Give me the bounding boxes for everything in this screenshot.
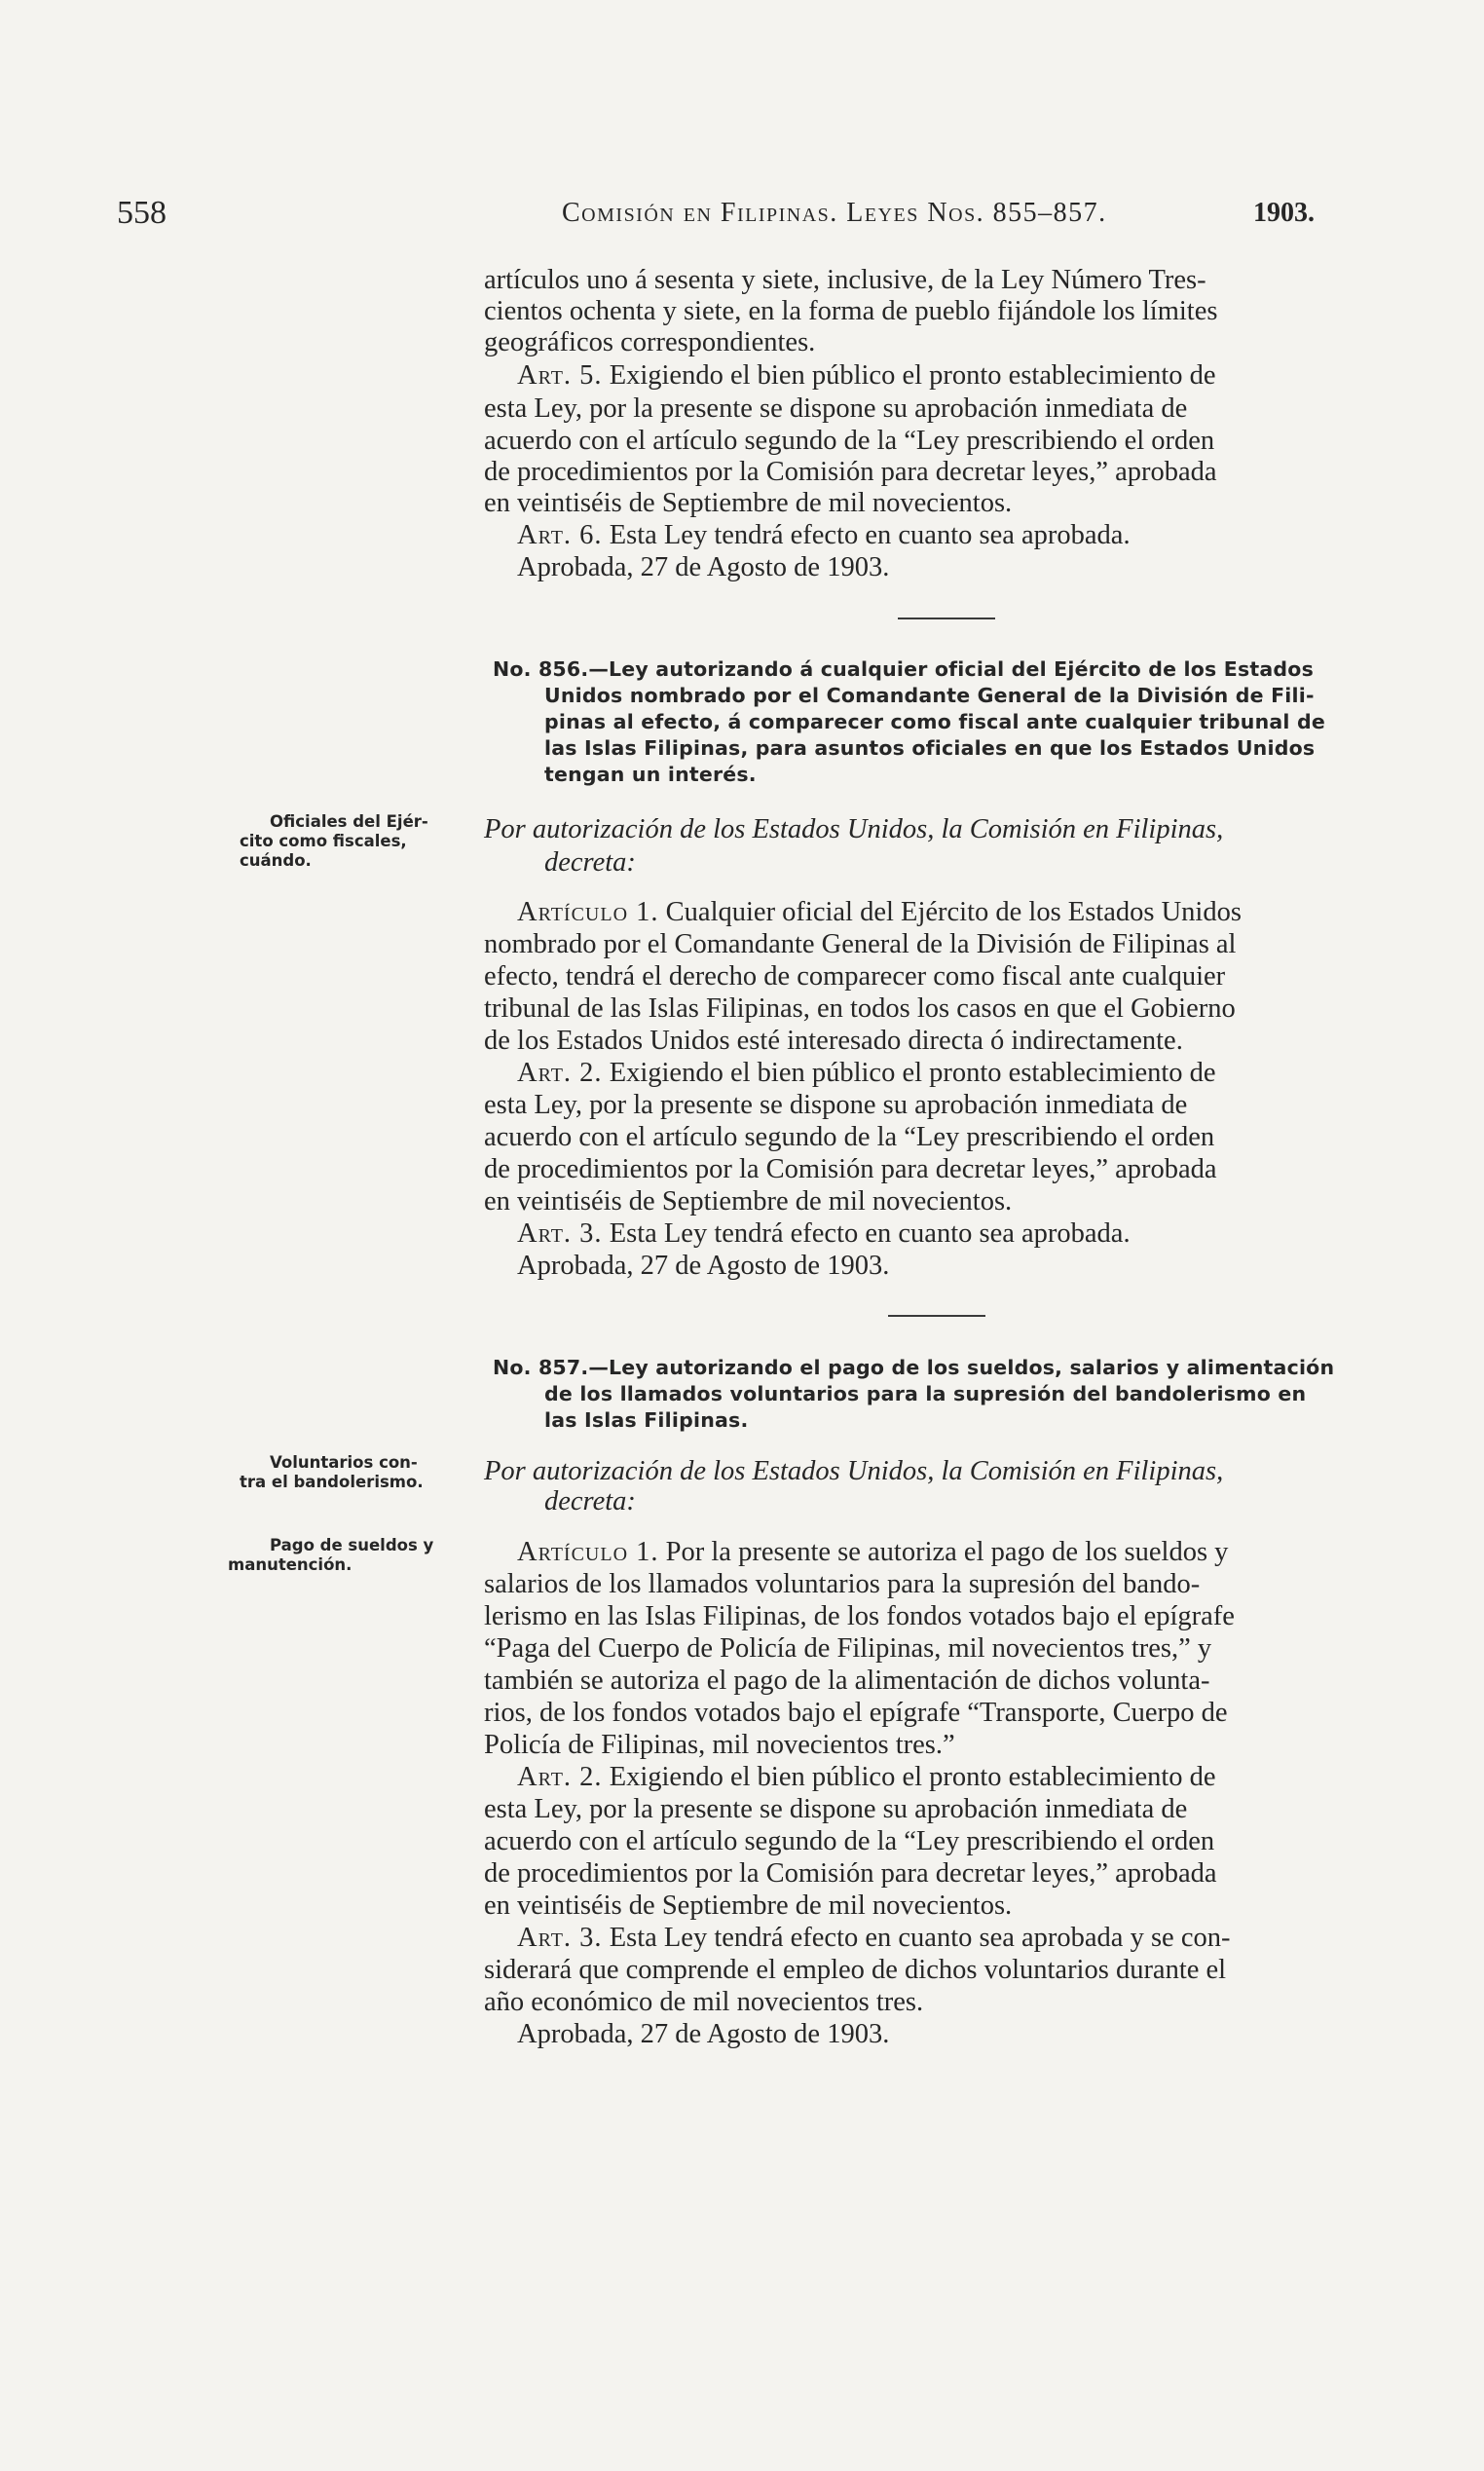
text-line: “Paga del Cuerpo de Policía de Filipinas, mil novecientos tres,” y xyxy=(484,1633,1212,1664)
article-label: Art. 2. xyxy=(517,1762,603,1792)
article-label: Art. 5. xyxy=(517,360,603,391)
text-line: nombrado por el Comandante General de la División de Filipinas al xyxy=(484,929,1237,959)
article-line xyxy=(517,519,1131,552)
text-line: acuerdo con el artículo segundo de la “Ley prescribiendo el orden xyxy=(484,1122,1215,1152)
law-title-line: las Islas Filipinas. xyxy=(544,1408,749,1432)
section-divider xyxy=(898,618,995,619)
text-line: lerismo en las Islas Filipinas, de los fondos votados bajo el epígrafe xyxy=(484,1601,1235,1631)
approval-line: Aprobada, 27 de Agosto de 1903. xyxy=(517,552,890,582)
article-text: Cualquier oficial del Ejército de los Estados Unidos xyxy=(665,897,1242,927)
article-text: Esta Ley tendrá efecto en cuanto sea aprobada. xyxy=(609,520,1131,550)
text-line: de los Estados Unidos esté interesado directa ó indirectamente. xyxy=(484,1026,1183,1056)
text-line: año económico de mil novecientos tres. xyxy=(484,1987,924,2017)
text-line: en veintiséis de Septiembre de mil novecientos. xyxy=(484,488,1013,518)
article-text: Exigiendo el bien público el pronto establecimiento de xyxy=(609,1058,1216,1088)
margin-note-line: Pago de sueldos y xyxy=(270,1536,434,1554)
text-line: de procedimientos por la Comisión para decretar leyes,” aprobada xyxy=(484,1154,1217,1184)
text-line: artículos uno á sesenta y siete, inclusive, de la Ley Número Tres- xyxy=(484,265,1206,295)
section-divider xyxy=(888,1315,985,1317)
enacting-clause: decreta: xyxy=(544,1486,636,1516)
article-text: Esta Ley tendrá efecto en cuanto sea aprobada. xyxy=(609,1218,1131,1249)
text-line: cientos ochenta y siete, en la forma de pueblo fijándole los límites xyxy=(484,296,1218,326)
text-line: siderará que comprende el empleo de dichos voluntarios durante el xyxy=(484,1955,1227,1985)
article-text: Exigiendo el bien público el pronto establecimiento de xyxy=(609,360,1216,391)
article-line xyxy=(517,1217,1131,1251)
text-line: de procedimientos por la Comisión para decretar leyes,” aprobada xyxy=(484,457,1217,487)
text-line: rios, de los fondos votados bajo el epígrafe “Transporte, Cuerpo de xyxy=(484,1698,1228,1728)
article-line xyxy=(517,1536,1228,1569)
enacting-clause: Por autorización de los Estados Unidos, la Comisión en Filipinas, xyxy=(484,1456,1224,1486)
law-title-line: No. 856.—Ley autorizando á cualquier oficial del Ejército de los Estados xyxy=(493,657,1314,681)
law-title-line: las Islas Filipinas, para asuntos oficiales en que los Estados Unidos xyxy=(544,736,1316,760)
article-text: Por la presente se autoriza el pago de los sueldos y xyxy=(665,1537,1229,1567)
enacting-clause: decreta: xyxy=(544,847,636,878)
text-line: esta Ley, por la presente se dispone su aprobación inmediata de xyxy=(484,393,1188,424)
page-number: 558 xyxy=(117,195,167,231)
header-year: 1903. xyxy=(1253,198,1315,228)
text-line: Policía de Filipinas, mil novecientos tres.” xyxy=(484,1730,955,1760)
law-title-line: tengan un interés. xyxy=(544,763,757,786)
article-line xyxy=(517,896,1242,929)
article-label: Art. 2. xyxy=(517,1058,603,1088)
law-title-line: pinas al efecto, á comparecer como fiscal ante cualquier tribunal de xyxy=(544,710,1325,733)
text-line: salarios de los llamados voluntarios para la supresión del bando- xyxy=(484,1569,1201,1599)
text-line: de procedimientos por la Comisión para decretar leyes,” aprobada xyxy=(484,1858,1217,1889)
text-line: también se autoriza el pago de la alimentación de dichos volunta- xyxy=(484,1666,1210,1696)
law-title-line: de los llamados voluntarios para la supresión del bandolerismo en xyxy=(544,1382,1307,1405)
text-line: tribunal de las Islas Filipinas, en todos los casos en que el Gobierno xyxy=(484,993,1236,1024)
law-title-line: Unidos nombrado por el Comandante General de la División de Fili- xyxy=(544,684,1315,707)
article-label: Art. 3. xyxy=(517,1218,603,1249)
text-line: esta Ley, por la presente se dispone su aprobación inmediata de xyxy=(484,1794,1188,1824)
text-line: acuerdo con el artículo segundo de la “Ley prescribiendo el orden xyxy=(484,1826,1215,1856)
margin-note-line: cuándo. xyxy=(240,851,312,870)
margin-note-line: Voluntarios con- xyxy=(270,1453,418,1472)
article-label: Artículo 1. xyxy=(517,897,659,927)
margin-note-line: tra el bandolerismo. xyxy=(240,1473,424,1491)
article-line xyxy=(517,1922,1230,1955)
margin-note-line: manutención. xyxy=(228,1555,352,1574)
article-text: Esta Ley tendrá efecto en cuanto sea aprobada y se con- xyxy=(609,1923,1231,1953)
article-label: Artículo 1. xyxy=(517,1537,659,1567)
margin-note-line: Oficiales del Ejér- xyxy=(270,812,428,831)
running-title: Comisión en Filipinas. Leyes Nos. 855–857. xyxy=(562,198,1107,228)
text-line: geográficos correspondientes. xyxy=(484,327,816,357)
approval-line: Aprobada, 27 de Agosto de 1903. xyxy=(517,2019,890,2049)
margin-note-line: cito como fiscales, xyxy=(240,832,407,850)
article-line xyxy=(517,359,1216,393)
article-line xyxy=(517,1761,1216,1794)
article-text: Exigiendo el bien público el pronto establecimiento de xyxy=(609,1762,1216,1792)
text-line: esta Ley, por la presente se dispone su aprobación inmediata de xyxy=(484,1090,1188,1120)
article-line xyxy=(517,1057,1216,1090)
text-line: acuerdo con el artículo segundo de la “Ley prescribiendo el orden xyxy=(484,426,1215,456)
text-line: en veintiséis de Septiembre de mil novecientos. xyxy=(484,1186,1013,1217)
text-line: efecto, tendrá el derecho de comparecer como fiscal ante cualquier xyxy=(484,961,1226,992)
law-title-line: No. 857.—Ley autorizando el pago de los sueldos, salarios y alimentación xyxy=(493,1356,1335,1379)
text-line: en veintiséis de Septiembre de mil novecientos. xyxy=(484,1891,1013,1921)
article-label: Art. 6. xyxy=(517,520,603,550)
article-label: Art. 3. xyxy=(517,1923,603,1953)
approval-line: Aprobada, 27 de Agosto de 1903. xyxy=(517,1251,890,1281)
enacting-clause: Por autorización de los Estados Unidos, la Comisión en Filipinas, xyxy=(484,814,1224,844)
